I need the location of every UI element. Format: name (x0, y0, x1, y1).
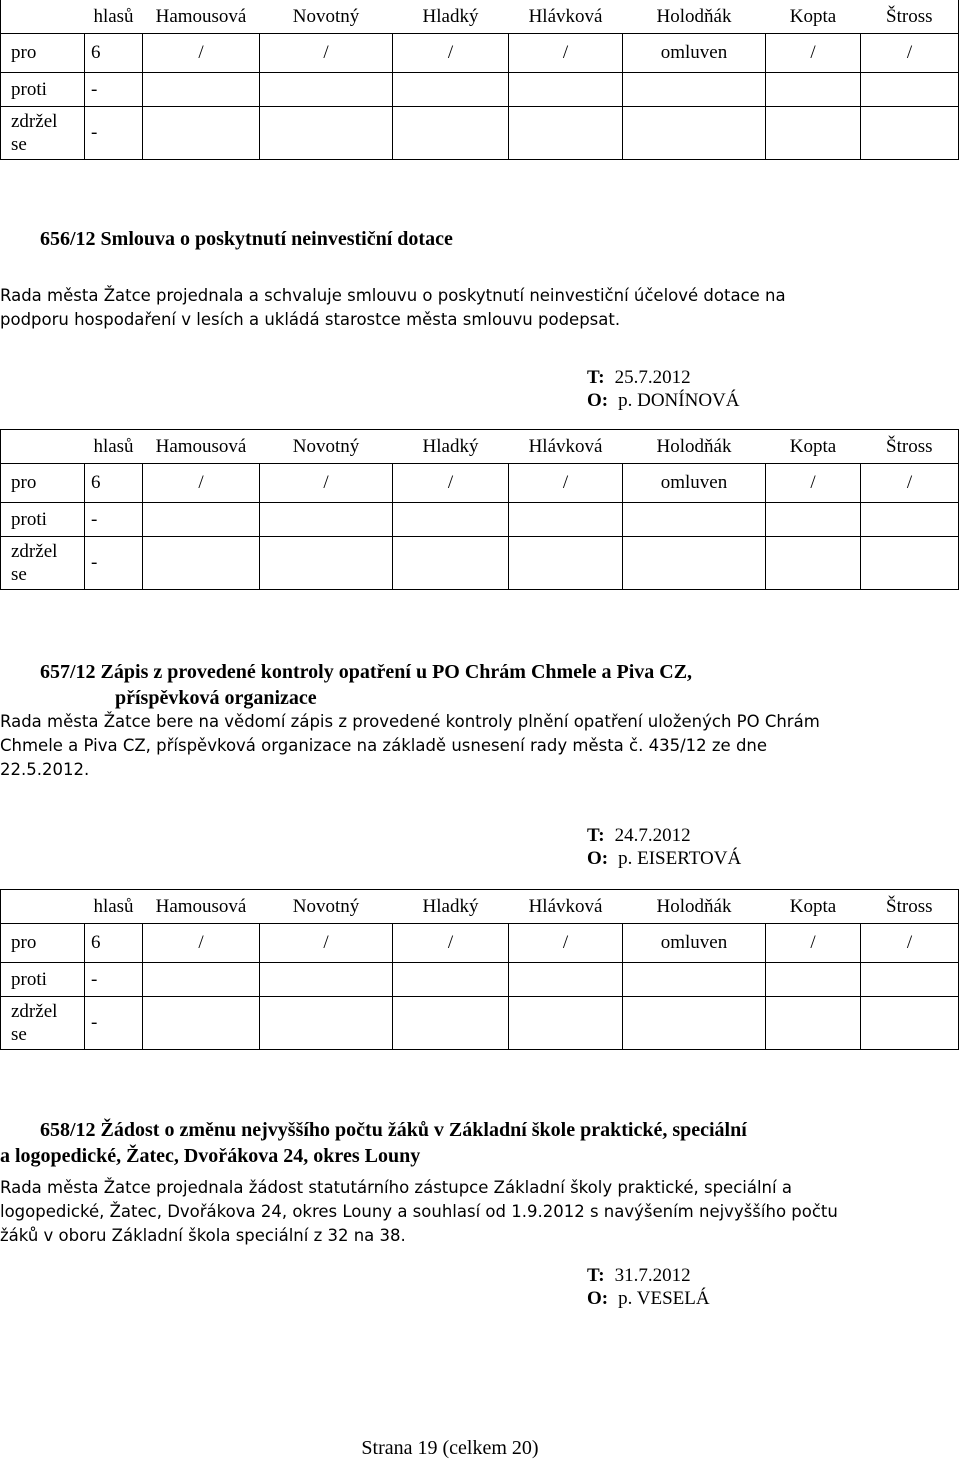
term-date: 31.7.2012 (614, 1265, 691, 1286)
vote-cell: / (260, 924, 393, 963)
deadline-block: T: 24.7.2012 O: p. EISERTOVÁ (587, 825, 742, 869)
resolution-text: Rada města Žatce projednala a schvaluje smlouvu o poskytnutí neinvestiční účelové dotace na podporu hospodaření v lesích a ukládá starostce města smlouvu podepsat. (0, 286, 786, 329)
pro-label: pro (1, 34, 85, 73)
member-header: Štross (861, 0, 959, 34)
member-header: Štross (861, 430, 959, 464)
vote-cell: / (143, 924, 260, 963)
vote-cell: / (509, 924, 623, 963)
pro-label: pro (1, 464, 85, 503)
hlasu-header: hlasů (85, 890, 143, 924)
vote-cell: omluven (623, 34, 766, 73)
hlasu-header: hlasů (85, 430, 143, 464)
proti-count: - (85, 73, 143, 107)
vote-cell: omluven (623, 924, 766, 963)
vote-table-2 (0, 429, 959, 590)
zdrzel-label: zdržel se (1, 997, 85, 1050)
proti-count: - (85, 503, 143, 537)
resolution-text: Rada města Žatce bere na vědomí zápis z provedené kontroly plnění opatření uložených PO Chrám Chmele a Piva CZ, příspěvková organizace na základě usnesení rady města č. 435/12 ze dne 22.5.2012. (0, 712, 820, 779)
member-header: Hamousová (143, 430, 260, 464)
responsible-person: p. VESELÁ (618, 1288, 710, 1309)
member-header: Štross (861, 890, 959, 924)
proti-label: proti (1, 503, 85, 537)
resolution-text: Rada města Žatce projednala žádost statutárního zástupce Základní školy praktické, speciální a logopedické, Žatec, Dvořákova 24, okres Louny a souhlasí od 1.9.2012 s navýšením nejvyššího počtu žáků v oboru Základní škola speciální z 32 na 38. (0, 1178, 838, 1245)
vote-cell: / (861, 464, 959, 503)
proti-count: - (85, 963, 143, 997)
member-header: Hladký (422, 5, 479, 27)
pro-count: 6 (85, 924, 143, 963)
pro-count: 6 (85, 34, 143, 73)
deadline-block: T: 25.7.2012 O: p. DONÍNOVÁ (587, 367, 740, 411)
vote-cell: / (766, 464, 861, 503)
zdrzel-count: - (85, 537, 143, 590)
zdrzel-count: - (85, 997, 143, 1050)
vote-cell: / (393, 924, 509, 963)
vote-cell: omluven (623, 464, 766, 503)
zdrzel-label: zdržel se (1, 107, 85, 160)
vote-cell: / (766, 924, 861, 963)
member-header: Novotný (292, 5, 360, 27)
vote-cell: / (143, 34, 260, 73)
vote-cell: / (143, 464, 260, 503)
member-header: Hlávková (509, 890, 623, 924)
resolution-title: 656/12 Smlouva o poskytnutí neinvestiční dotace (40, 228, 453, 250)
vote-cell: / (861, 34, 959, 73)
vote-cell: / (861, 924, 959, 963)
vote-cell: / (509, 464, 623, 503)
vote-cell: / (393, 34, 509, 73)
member-header: Novotný (260, 430, 393, 464)
pro-count: 6 (85, 464, 143, 503)
deadline-block: T: 31.7.2012 O: p. VESELÁ (587, 1265, 710, 1309)
page-footer: Strana 19 (celkem 20) (361, 1437, 539, 1459)
vote-cell: / (260, 34, 393, 73)
member-header: Hamousová (143, 890, 260, 924)
member-header: Novotný (260, 890, 393, 924)
member-header: Hladký (393, 890, 509, 924)
member-header: Hlávková (509, 430, 623, 464)
member-header: Holodňák (623, 430, 766, 464)
member-header: Kopta (766, 430, 861, 464)
term-date: 24.7.2012 (614, 825, 691, 846)
proti-label: proti (1, 73, 85, 107)
proti-label: proti (1, 963, 85, 997)
member-header: Holodňák (656, 5, 732, 27)
resolution-title: 657/12 Zápis z provedené kontroly opatření u PO Chrám Chmele a Piva CZ, příspěvková organizace (40, 661, 693, 709)
vote-cell: / (393, 464, 509, 503)
vote-cell: / (509, 34, 623, 73)
vote-table-1 (0, 0, 959, 160)
member-header: Holodňák (623, 890, 766, 924)
member-header: Hlávková (528, 5, 603, 27)
pro-label: pro (1, 924, 85, 963)
resolution-title: 658/12 Žádost o změnu nejvyššího počtu žáků v Základní škole praktické, speciální a logopedické, Žatec, Dvořákova 24, okres Louny (0, 1119, 747, 1167)
hlasu-header: hlasů (93, 5, 134, 27)
member-header: Hamousová (155, 5, 247, 27)
vote-cell: / (766, 34, 861, 73)
responsible-person: p. DONÍNOVÁ (618, 390, 740, 411)
responsible-person: p. EISERTOVÁ (618, 848, 742, 869)
member-header: Kopta (789, 5, 837, 27)
zdrzel-count: - (85, 107, 143, 160)
member-header: Hladký (393, 430, 509, 464)
vote-table-3 (0, 889, 959, 1050)
member-header: Kopta (766, 890, 861, 924)
vote-cell: / (260, 464, 393, 503)
term-date: 25.7.2012 (614, 367, 691, 388)
zdrzel-label: zdržel se (1, 537, 85, 590)
